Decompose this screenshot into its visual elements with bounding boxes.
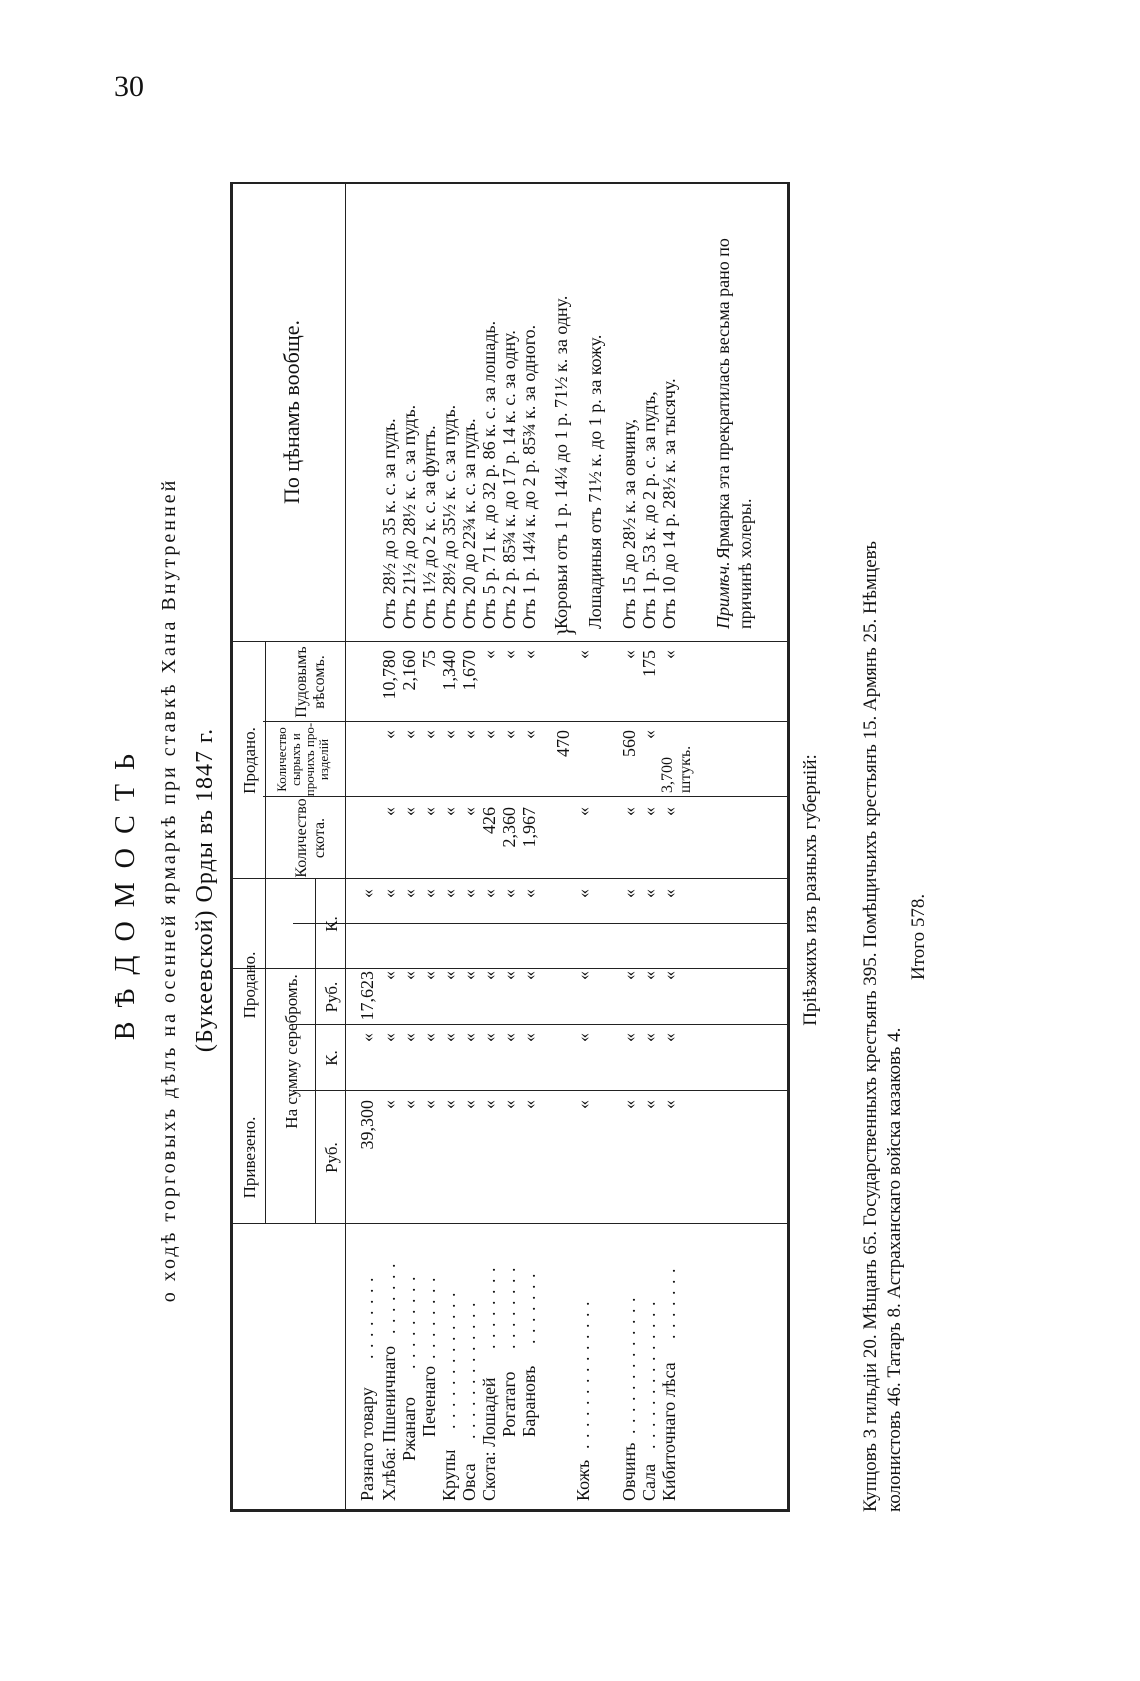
- header-rule: [315, 879, 316, 969]
- cell: «: [619, 650, 639, 659]
- header-rule: [315, 969, 316, 1091]
- cell: «: [499, 889, 519, 898]
- cell: «: [519, 730, 539, 739]
- cell: 1,670: [459, 650, 479, 691]
- dot-leader: . . . . . . . .: [357, 1276, 377, 1359]
- header-izdeliy: Количество сырыхъ и прочихъ про- изделій: [274, 722, 331, 797]
- cell: «: [419, 1033, 439, 1042]
- cell: «: [519, 889, 539, 898]
- cell: «: [619, 807, 639, 816]
- page-subtitle-2: (Букеевской) Орды въ 1847 г.: [192, 727, 218, 1053]
- cell-price: Отъ 28½ до 35½ к. с. за пудъ.: [439, 404, 459, 629]
- row-label: Барановъ: [519, 1365, 539, 1437]
- cell: «: [499, 650, 519, 659]
- row-label: Кожъ: [573, 1459, 593, 1501]
- cell: 75: [419, 650, 439, 668]
- header-prodano: Продано.: [240, 951, 259, 1019]
- cell: «: [573, 971, 593, 980]
- row-label: Сала: [639, 1463, 659, 1501]
- cell-price: Отъ 28½ до 35 к. с. за пудъ.: [379, 418, 399, 629]
- cell: «: [379, 1033, 399, 1042]
- cell-price: Отъ 1½ до 2 к. с. за фунтъ.: [419, 425, 439, 629]
- cell: 2,160: [399, 650, 419, 691]
- row-label: Овса: [459, 1463, 479, 1501]
- cell: «: [459, 1033, 479, 1042]
- cell: «: [459, 1100, 479, 1109]
- cell: «: [659, 889, 679, 898]
- dot-leader: . . . . . . . . .: [399, 1275, 419, 1369]
- dot-leader: . . . . . . . .: [419, 1276, 439, 1359]
- cell: «: [439, 807, 459, 816]
- cell: «: [573, 1033, 593, 1042]
- dot-leader: . . . . . . . . . . . . .: [459, 1301, 479, 1439]
- cell-price: Отъ 1 р. 14¼ к. до 2 р. 85¾ к. за одного.: [519, 324, 539, 629]
- cell-privez-k: «: [357, 1033, 377, 1042]
- rotated-page: [110, 180, 970, 1600]
- cell: «: [479, 971, 499, 980]
- cell-prod-k: «: [357, 889, 377, 898]
- cell: «: [399, 1033, 419, 1042]
- note-text: Ярмарка эта прекратилась весьма рано по: [713, 238, 733, 559]
- dot-leader: . . . . . . . . . . . . .: [439, 1291, 459, 1429]
- note-text-2: причинѣ холеры.: [735, 498, 755, 629]
- cell: «: [639, 889, 659, 898]
- cell-price: Отъ 2 р. 85¾ к. до 17 р. 14 к. с. за одну.: [499, 330, 519, 629]
- cell: «: [399, 971, 419, 980]
- footer-line-1: Купцовъ 3 гильдіи 20. Мѣщанъ 65. Государственныхъ крестьянъ 395. Помѣщичьихъ крестьянъ 15. Армянъ 25. Нѣмцевъ: [860, 541, 881, 1512]
- cell-price: Отъ 5 р. 71 к. до 32 р. 86 к. с. за лошадь.: [479, 320, 499, 629]
- header-k-2: К.: [322, 916, 341, 932]
- row-label: Рогатаго: [499, 1371, 519, 1437]
- cell: «: [459, 889, 479, 898]
- cell: 470: [553, 730, 573, 757]
- cell: «: [419, 1100, 439, 1109]
- row-label: Ржанаго: [399, 1397, 419, 1461]
- cell: «: [519, 1100, 539, 1109]
- cell: «: [379, 807, 399, 816]
- cell: «: [639, 1033, 659, 1042]
- header-rule: [345, 182, 346, 1509]
- cell: «: [439, 1033, 459, 1042]
- header-rule: [265, 879, 266, 1224]
- cell: «: [419, 807, 439, 816]
- header-privezeno: Привезено.: [240, 1116, 259, 1199]
- cell: «: [419, 971, 439, 980]
- cell-price: Лошадиныя отъ 71½ к. до 1 р. за кожу.: [585, 334, 605, 629]
- cell: «: [439, 1100, 459, 1109]
- cell: «: [479, 1033, 499, 1042]
- cell-privez-rub: 39,300: [357, 1100, 377, 1150]
- cell: «: [573, 1100, 593, 1109]
- header-vesom: Пудовымъ вѣсомъ.: [293, 646, 328, 718]
- header-skota: Количество скота.: [293, 798, 328, 878]
- cell: «: [639, 807, 659, 816]
- cell: «: [519, 971, 539, 980]
- page-number: 30: [114, 70, 144, 103]
- dot-leader: . . . . . . . . . . . . . .: [573, 1300, 593, 1449]
- cell: 1,967: [519, 807, 539, 848]
- cell: «: [379, 730, 399, 739]
- cell: 426: [479, 807, 499, 834]
- cell-price: Отъ 21½ до 28½ к. с. за пудъ.: [399, 404, 419, 629]
- cell: 175: [639, 650, 659, 677]
- row-label: Печенаго: [419, 1365, 439, 1437]
- header-ceny: По цѣнамъ вообще.: [279, 319, 304, 505]
- page-title: ВѢДОМОСТЬ: [110, 739, 141, 1041]
- cell: «: [619, 971, 639, 980]
- cell: «: [459, 807, 479, 816]
- cell-price: Отъ 20 до 22¾ к. с. за пудъ.: [459, 418, 479, 629]
- row-label: Крупы: [439, 1449, 459, 1501]
- cell: «: [439, 971, 459, 980]
- row-label: Хлѣба: Пшеничнаго: [379, 1345, 399, 1501]
- cell: «: [499, 1100, 519, 1109]
- cell: 3,700 штукъ.: [659, 745, 694, 793]
- cell: «: [439, 730, 459, 739]
- header-rule: [315, 1091, 316, 1224]
- row-label: Овчинъ: [619, 1442, 639, 1501]
- dot-leader: . . . . . . .: [379, 1262, 399, 1334]
- cell-price: Отъ 1 р. 53 к. до 2 р. с. за пудъ,: [639, 391, 659, 629]
- header-na-summu: На сумму серебромъ.: [282, 974, 301, 1129]
- cell: «: [399, 730, 419, 739]
- row-label: Разнаго товару: [357, 1387, 377, 1501]
- cell: «: [399, 807, 419, 816]
- cell: «: [619, 1100, 639, 1109]
- cell-price: Коровьи отъ 1 р. 14¼ до 1 р. 71½ к. за одну.: [551, 295, 571, 629]
- cell: «: [439, 889, 459, 898]
- cell: «: [479, 650, 499, 659]
- report-table: [230, 182, 790, 1512]
- header-prodano-2: Продано.: [240, 727, 259, 794]
- header-rub-2: Руб.: [322, 981, 341, 1013]
- cell: «: [379, 971, 399, 980]
- cell: «: [573, 889, 593, 898]
- row-label: Кибиточнаго лѣса: [659, 1362, 679, 1501]
- cell: «: [479, 730, 499, 739]
- dot-leader: . . . . . . . . . . . . .: [619, 1296, 639, 1434]
- dot-leader: . . . . . . . . . . . . . .: [639, 1300, 659, 1449]
- cell: «: [419, 730, 439, 739]
- cell: «: [499, 730, 519, 739]
- cell: 560: [619, 730, 639, 757]
- page-subtitle: о ходѣ торговыхъ дѣлъ на осенней ярмаркѣ при ставкѣ Хана Внутренней: [158, 477, 180, 1303]
- cell: «: [519, 1033, 539, 1042]
- brace-icon: }: [553, 626, 578, 637]
- cell: «: [573, 807, 593, 816]
- footer-heading: Пріѣзжихъ изъ разныхъ губерній:: [800, 754, 821, 1026]
- header-rub: Руб.: [322, 1142, 341, 1173]
- cell: «: [659, 650, 679, 659]
- cell: «: [499, 1033, 519, 1042]
- row-label: Скота: Лошадей: [479, 1377, 499, 1501]
- cell: «: [639, 730, 659, 739]
- cell: «: [479, 1100, 499, 1109]
- cell: «: [519, 650, 539, 659]
- cell: «: [619, 889, 639, 898]
- cell: «: [639, 1100, 659, 1109]
- cell-price: Отъ 10 до 14 р. 28½ к. за тысячу.: [659, 378, 679, 629]
- cell-prod-rub: 17,623: [357, 971, 377, 1021]
- cell: «: [639, 971, 659, 980]
- cell: «: [659, 807, 679, 816]
- cell: «: [399, 889, 419, 898]
- cell: «: [379, 1100, 399, 1109]
- header-rule: [265, 642, 266, 879]
- dot-leader: . . . . . . .: [519, 1272, 539, 1344]
- cell: «: [499, 971, 519, 980]
- cell: «: [659, 1100, 679, 1109]
- cell: «: [459, 730, 479, 739]
- cell: 2,360: [499, 807, 519, 848]
- cell: «: [659, 971, 679, 980]
- cell: «: [659, 1033, 679, 1042]
- cell: «: [379, 889, 399, 898]
- cell: «: [619, 1033, 639, 1042]
- cell: «: [459, 971, 479, 980]
- cell: «: [573, 650, 593, 659]
- cell: «: [399, 1100, 419, 1109]
- dot-leader: . . . . . . . .: [499, 1266, 519, 1349]
- footer-line-2: колонистовъ 46. Татаръ 8. Астраханскаго войска казаковъ 4.: [884, 1027, 905, 1512]
- footer-total: Итого 578.: [908, 893, 929, 980]
- note-label: Примѣч.: [713, 561, 733, 629]
- cell: «: [479, 889, 499, 898]
- cell: 10,780: [379, 650, 399, 700]
- cell: «: [419, 889, 439, 898]
- dot-leader: . . . . . . .: [659, 1267, 679, 1339]
- header-k: К.: [322, 1050, 341, 1066]
- cell: 1,340: [439, 650, 459, 691]
- cell-price: Отъ 15 до 28½ к. за овчину,: [619, 418, 639, 629]
- dot-leader: . . . . . . . .: [479, 1266, 499, 1349]
